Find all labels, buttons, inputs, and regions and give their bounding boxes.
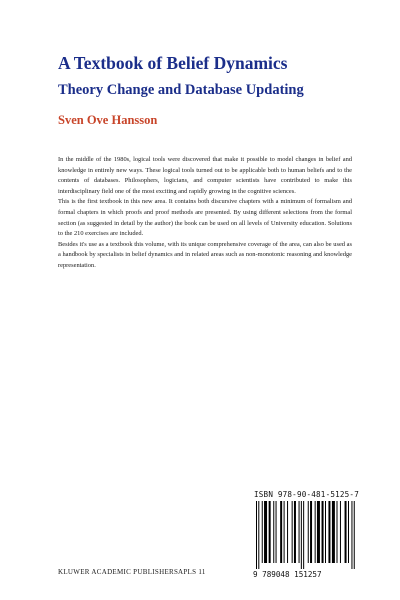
barcode-bar: [345, 501, 347, 563]
barcode-bar: [303, 501, 304, 569]
barcode-bar: [264, 501, 267, 563]
isbn-barcode: [254, 501, 366, 569]
barcode-bar: [284, 501, 285, 563]
barcode-bar: [299, 501, 300, 563]
description-paragraph: This is the first textbook in this new area. It contains both discursive chapters with a minimum of formalism and formal chapters in which proofs and proof methods are presented. By using different selections from the formal section (as suggested in detail by the author) the book can be used on all levels of University education. Solutions to the 210 exercises are included.: [58, 198, 352, 238]
barcode-bar: [322, 501, 324, 563]
description-text: [58, 155, 352, 272]
barcode-bar: [258, 501, 259, 569]
book-author: Sven Ove Hansson: [58, 113, 158, 127]
barcode-bar: [315, 501, 316, 563]
barcode-bar: [317, 501, 320, 563]
barcode-bar: [294, 501, 296, 563]
barcode-bar: [292, 501, 293, 563]
barcode-digits: 9 789048 151257: [253, 570, 322, 579]
barcode-bar: [348, 501, 349, 563]
barcode-bar: [325, 501, 326, 563]
barcode-bar: [269, 501, 271, 563]
barcode-bar: [310, 501, 312, 563]
isbn-label: ISBN 978-90-481-5125-7: [254, 490, 359, 499]
barcode-bar: [262, 501, 263, 563]
barcode-bar: [337, 501, 338, 563]
barcode-bar: [287, 501, 288, 563]
barcode-bar: [308, 501, 309, 563]
series-code: APLS 11: [178, 568, 206, 576]
barcode-bar: [301, 501, 302, 569]
description-paragraph: In the middle of the 1980s, logical tools were discovered that make it possible to model changes in belief and knowledge in entirely new ways. These logical tools turned out to be applicable both to human beliefs and to the contents of databases. Philosophers, logicians, and computer scientists have contributed to make this interdisciplinary field one of the most exciting and rapidly growing in the cognitive sciences.: [58, 156, 352, 195]
publisher-name: KLUWER ACADEMIC PUBLISHERS: [58, 568, 179, 576]
barcode-bar: [280, 501, 282, 563]
barcode-bar: [351, 501, 352, 569]
barcode-bar: [276, 501, 277, 563]
description-paragraph: Besides it's use as a textbook this volume, with its unique comprehensive coverage of the area, can also be used as a handbook by specialists in belief dynamics and in related areas such as non-monotonic reasoning and knowledge representation.: [58, 240, 352, 269]
barcode-bar: [328, 501, 330, 563]
book-subtitle: Theory Change and Database Updating: [58, 82, 304, 98]
barcode-bar: [340, 501, 341, 563]
barcode-bar: [332, 501, 335, 563]
book-title: A Textbook of Belief Dynamics: [58, 53, 288, 73]
barcode-bar: [354, 501, 355, 569]
barcode-bar: [256, 501, 257, 569]
barcode-bar: [273, 501, 274, 563]
